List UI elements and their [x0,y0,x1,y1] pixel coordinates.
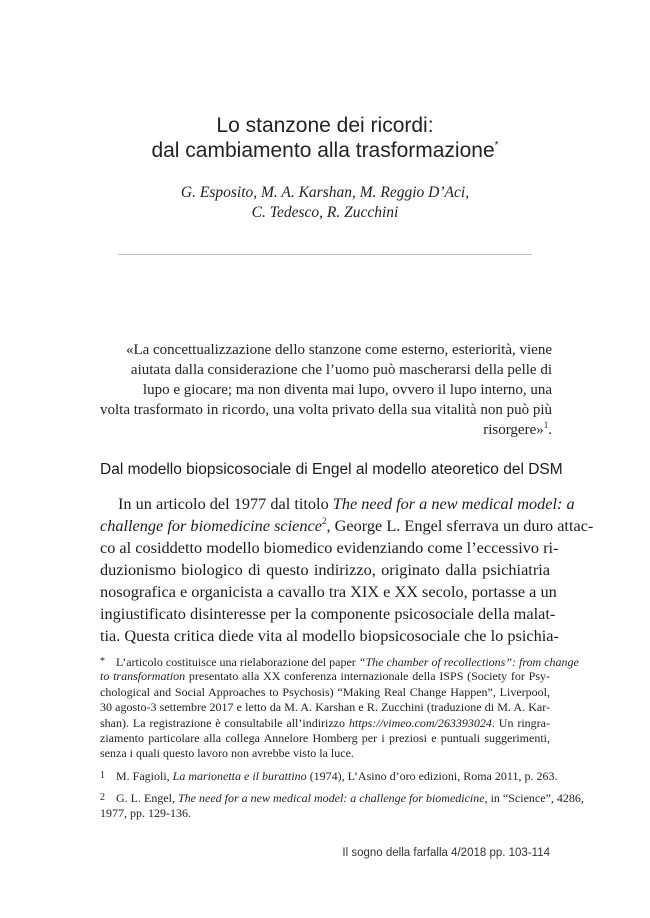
article-title-line-1 [0,113,650,138]
epigraph-end: . [548,422,552,438]
epigraph-text: risorgere» [483,422,544,438]
body-line [100,515,594,537]
body-footnote-ref[interactable]: 2 [321,516,327,526]
body-line [118,493,575,515]
epigraph-line: «La concettualizzazione dello stanzone come esterno, esteriorità, viene [125,342,552,358]
footnote-star-line [100,716,550,731]
body-text: In un articolo del 1977 dal titolo [118,494,333,513]
body-line: ingiustificato disinteresse per la componente psicosociale della malat- [100,604,556,623]
authors-line-1: G. Esposito, M. A. Karshan, M. Reggio D’Aci, [180,184,470,201]
epigraph-line: lupo e giocare; ma non diventa mai lupo, ovvero il lupo interno, una [142,382,552,398]
title-text-1: Lo stanzone dei ricordi: [216,114,434,137]
footnote-text: G. L. Engel, [116,791,178,805]
footnote-italic: to transformation [100,669,186,683]
footnote-text: shan). La registrazione è consultabile all’indirizzo [100,716,349,730]
footnote-1 [100,768,558,784]
footnote-italic: La marionetta e il burattino [172,769,307,783]
title-text-2: dal cambiamento alla trasformazione [151,139,495,162]
footnote-mark: 2 [100,792,105,803]
title-divider [118,254,532,255]
footnote-mark: * [100,656,105,667]
authors-line-2: C. Tedesco, R. Zucchini [251,204,399,221]
body-text: , George L. Engel sferrava un duro attac- [326,516,594,535]
footnote-text: . Un ringra- [491,716,550,730]
footnote-star-line [100,654,579,670]
footnote-text: , in “Science”, 4286, [484,791,584,805]
footnote-text: presentato alla XX conferenza internazionale della ISPS (Society for Psy- [185,669,550,683]
footnote-text: M. Fagioli, [116,769,173,783]
footnote-italic: “The chamber of recollections”: from change [358,655,579,669]
footnote-star-line [100,669,550,684]
footnote-2-line-2: 1977, pp. 129-136. [100,806,191,820]
epigraph-line: volta trasformato in ricordo, una volta privato della sua vitalità non può più [100,402,552,418]
footnote-2 [100,790,584,806]
cited-title: challenge for biomedicine science [100,516,322,535]
footnote-star-line: ziamento particolare alla collega Annelore Homberg per i preziosi e puntuali suggerimenti, [100,731,550,745]
footnote-text: L’articolo costituisce una rielaborazione del paper [116,655,359,669]
footnote-star-line: 30 agosto-3 settembre 2017 e letto da M. A. Karshan e R. Zucchini (traduzione di M. A. Kar- [100,700,550,714]
body-line: co al cosiddetto modello biomedico evidenziando come l’eccessivo ri- [100,538,559,557]
body-line: tia. Questa critica diede vita al modello biopsicosociale che lo psichia- [100,626,559,645]
footnote-text: (1974), L’Asino d’oro edizioni, Roma 2011, p. 263. [306,769,558,783]
section-heading: Dal modello biopsicosociale di Engel al modello ateoretico del DSM [100,461,563,478]
footnote-star-line: chological and Social Approaches to Psychosis) “Making Real Change Happen”, Liverpool, [100,685,550,699]
epigraph-line-last [92,420,552,440]
footnote-star-line: senza i quali questo lavoro non avrebbe visto la luce. [100,746,354,760]
cited-title: The need for a new medical model: a [332,494,575,513]
footnote-italic: The need for a new medical model: a challenge for biomedicine [178,791,485,805]
title-footnote-mark[interactable]: * [494,140,499,151]
article-title-line-2 [0,138,650,163]
footnote-mark: 1 [100,770,105,781]
body-line: nosografica e organicista a cavallo tra XIX e XX secolo, portasse a un [100,582,557,601]
body-line: duzionismo biologico di questo indirizzo, originato dalla psichiatria [100,560,550,579]
running-footer: Il sogno della farfalla 4/2018 pp. 103-114 [342,847,550,859]
footnote-link[interactable]: https://vimeo.com/263393024 [348,716,492,730]
epigraph-footnote-ref[interactable]: 1 [543,420,549,430]
epigraph-line: aiutata dalla considerazione che l’uomo può mascherarsi della pelle di [130,362,552,378]
